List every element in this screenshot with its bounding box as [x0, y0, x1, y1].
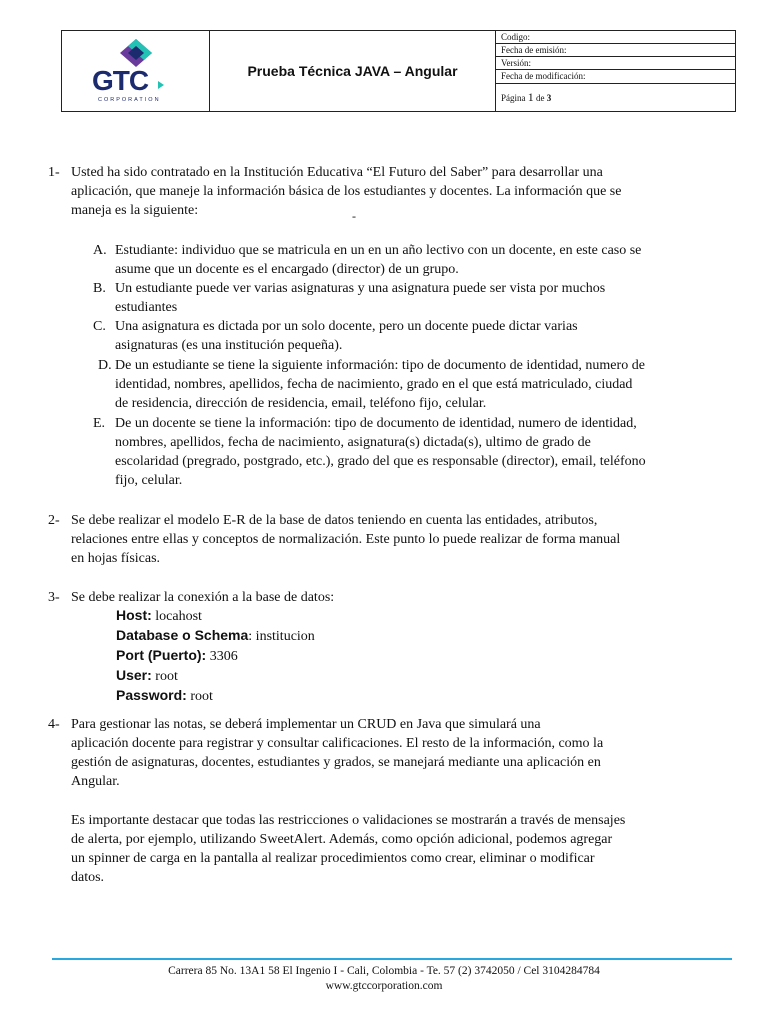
item-number: 3-	[48, 590, 60, 605]
meta-codigo: Codigo:	[496, 31, 735, 44]
logo-cell	[62, 31, 210, 111]
subitem-text	[115, 279, 690, 317]
pagina-label: Página	[501, 93, 526, 103]
meta-fecha-emision: Fecha de emisión:	[496, 44, 735, 57]
subitem-letter: C.	[93, 319, 106, 334]
text-line: Una asignatura es dictada por un solo docente, pero un docente puede dictar varias	[115, 319, 578, 334]
stray-mark: -	[352, 209, 356, 223]
connection-password	[116, 686, 315, 706]
text-line: maneja es la siguiente:	[71, 203, 199, 218]
footer-website: www.gtccorporation.com	[325, 980, 443, 992]
text-line: fijo, celular.	[115, 473, 183, 488]
connection-value: locahost	[151, 609, 202, 624]
text-line: datos.	[71, 870, 105, 885]
text-line: de residencia, dirección de residencia, email, teléfono fijo, celular.	[115, 396, 487, 411]
text-line: nombres, apellidos, fecha de nacimiento, asignatura(s) dictada(s), ultimo de grado de	[115, 435, 591, 450]
de-label: de	[536, 93, 545, 103]
subitem-text	[115, 356, 690, 413]
subitem-text	[115, 317, 690, 355]
text-line: escolaridad (pregrado, postgrado, etc.), grado del que es responsable (director), email, teléfono	[115, 454, 646, 469]
text-line: De un estudiante se tiene la siguiente información: tipo de documento de identidad, numero de	[115, 358, 645, 373]
connection-key: Host:	[116, 607, 152, 623]
pagina-num: 1	[527, 90, 534, 104]
item-text	[71, 163, 691, 220]
item-text	[71, 588, 691, 607]
item-number: 2-	[48, 513, 60, 528]
text-line: Para gestionar las notas, se deberá implementar un CRUD en Java que simulará una	[71, 717, 541, 732]
item-number: 4-	[48, 717, 60, 732]
subitem-text	[115, 241, 690, 279]
text-line: aplicación docente para registrar y consultar calificaciones. El resto de la información, como la	[71, 736, 604, 751]
logo-text: GTC	[92, 65, 149, 96]
text-line: un spinner de carga en la pantalla al realizar procedimientos como crear, eliminar o modificar	[71, 851, 595, 866]
connection-value: root	[151, 669, 178, 684]
document-footer	[0, 964, 768, 994]
footer-address: Carrera 85 No. 13A1 58 El Ingenio I - Cali, Colombia - Te. 57 (2) 3742050 / Cel 3104284784	[168, 965, 600, 977]
meta-pagina	[496, 84, 735, 111]
connection-value: 3306	[206, 649, 238, 664]
connection-value: root	[186, 689, 213, 704]
title-cell	[210, 31, 496, 111]
connection-key: User:	[116, 667, 152, 683]
text-line: estudiantes	[115, 300, 178, 315]
connection-schema	[116, 626, 315, 646]
item-text	[71, 511, 691, 568]
text-line: asume que un docente es el encargado (director) de un grupo.	[115, 262, 459, 277]
text-line: relaciones entre ellas y conceptos de normalización. Este punto lo puede realizar de forma manual	[71, 532, 621, 547]
meta-version: Versión:	[496, 57, 735, 70]
pagina-total: 3	[546, 93, 552, 103]
subitem-letter: E.	[93, 416, 106, 431]
text-line: Angular.	[71, 774, 120, 789]
connection-port	[116, 646, 315, 666]
connection-key: Database o Schema	[116, 627, 249, 643]
connection-details	[116, 606, 315, 706]
footer-divider	[52, 958, 732, 960]
document-header	[61, 30, 736, 112]
text-line: Usted ha sido contratado en la Institución Educativa “El Futuro del Saber” para desarrollar una	[71, 165, 603, 180]
connection-value: : institucion	[248, 629, 315, 644]
text-line: identidad, nombres, apellidos, fecha de nacimiento, grado en el que está matriculado, ciudad	[115, 377, 633, 392]
text-line: asignaturas (es una institución pequeña).	[115, 338, 343, 353]
text-line: Un estudiante puede ver varias asignaturas y una asignatura puede ser vista por muchos	[115, 281, 606, 296]
text-line: en hojas físicas.	[71, 551, 161, 566]
item-4-note	[71, 811, 671, 887]
subitem-letter: A.	[93, 243, 107, 258]
subitem-letter: B.	[93, 281, 106, 296]
text-line: Estudiante: individuo que se matricula en un en un año lectivo con un docente, en este caso se	[115, 243, 642, 258]
document-title: Prueba Técnica JAVA – Angular	[247, 63, 458, 79]
connection-user	[116, 666, 315, 686]
meta-cell	[496, 31, 735, 111]
text-line: de alerta, por ejemplo, utilizando SweetAlert. Además, como opción adicional, podemos agregar	[71, 832, 613, 847]
connection-host	[116, 606, 315, 626]
text-line: Es importante destacar que todas las restricciones o validaciones se mostrarán a través de mensajes	[71, 813, 626, 828]
text-line: De un docente se tiene la información: tipo de documento de identidad, numero de identidad,	[115, 416, 637, 431]
logo-subtitle: CORPORATION	[98, 97, 161, 103]
subitem-letter: D.	[98, 358, 112, 373]
text-line: aplicación, que maneje la información básica de los estudiantes y docentes. La información que se	[71, 184, 622, 199]
text-line: Se debe realizar la conexión a la base de datos:	[71, 590, 335, 605]
item-text	[71, 715, 691, 791]
meta-fecha-modificacion: Fecha de modificación:	[496, 70, 735, 84]
text-line: gestión de asignaturas, docentes, estudiantes y grados, se manejará mediante una aplicación en	[71, 755, 601, 770]
subitem-text	[115, 414, 690, 490]
connection-key: Port (Puerto):	[116, 647, 207, 663]
text-line: Se debe realizar el modelo E-R de la base de datos teniendo en cuenta las entidades, atributos,	[71, 513, 598, 528]
connection-key: Password:	[116, 687, 187, 703]
item-number: 1-	[48, 165, 60, 180]
